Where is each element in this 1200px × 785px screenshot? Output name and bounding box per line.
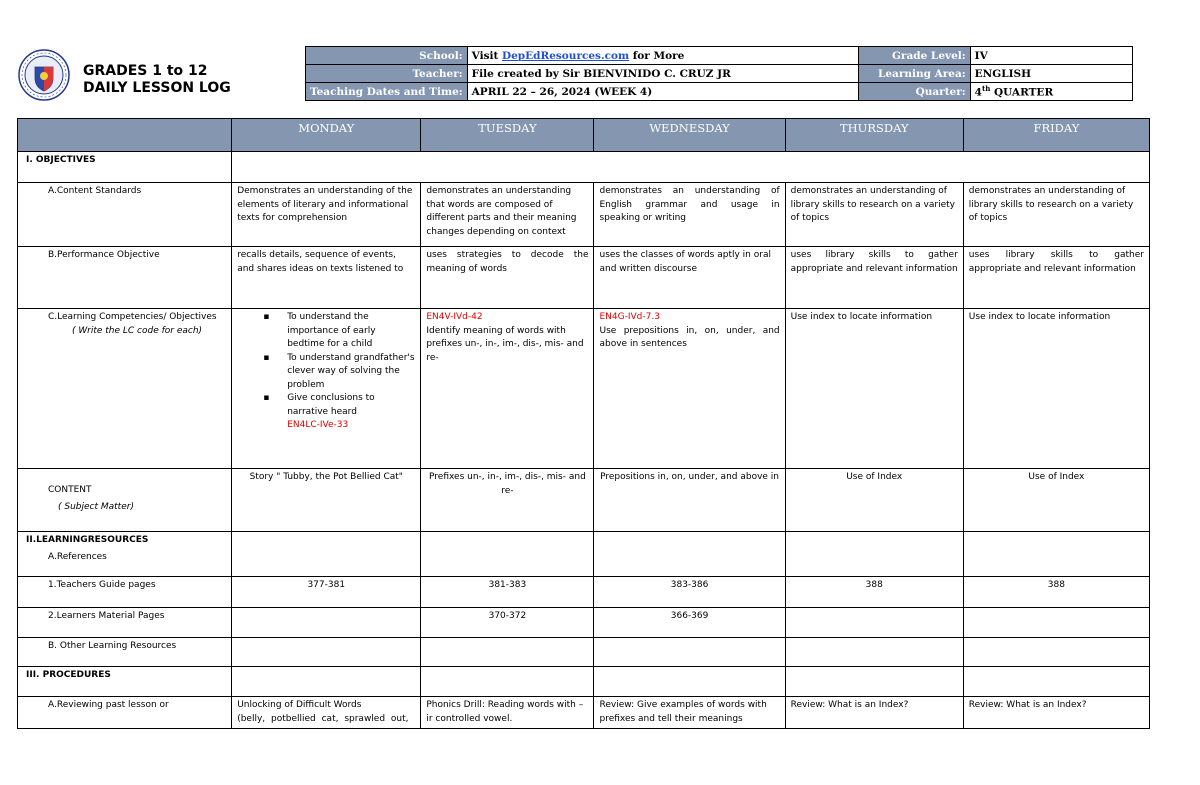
po-thursday: uses library skills to gather appropriate and relevant information <box>785 247 963 309</box>
lc-thursday: Use index to locate information <box>785 309 963 469</box>
title-line-1: GRADES 1 to 12 <box>83 63 208 79</box>
po-friday: uses library skills to gather appropriate and relevant information <box>963 247 1149 309</box>
lc-tuesday <box>421 309 594 469</box>
procedures-row <box>18 667 1150 697</box>
lc-label-cell <box>18 309 232 469</box>
title-line-2: DAILY LESSON LOG <box>83 80 231 96</box>
lesson-log-table <box>17 118 1150 729</box>
po-tuesday: uses strategies to decode the meaning of words <box>421 247 594 309</box>
rev-monday-line1: Unlocking of Difficult Words <box>237 700 362 710</box>
other-resources-row <box>18 638 1150 667</box>
learning-resources-heading: II.LEARNINGRESOURCES <box>26 535 149 545</box>
reviewing-label: A.Reviewing past lesson or <box>18 697 232 729</box>
cs-monday: Demonstrates an understanding of the elements of literary and informational texts for comprehension <box>232 183 421 247</box>
learning-resources-row <box>18 532 1150 577</box>
lc-tuesday-text: Identify meaning of words with prefixes un-, in-, im-, dis-, mis- and re- <box>426 325 584 363</box>
day-monday: MONDAY <box>232 119 421 152</box>
rev-monday-line2: (belly, potbellied cat, sprawled out, <box>237 713 409 724</box>
po-wednesday: uses the classes of words aptly in oral and written discourse <box>594 247 785 309</box>
day-friday: FRIDAY <box>963 119 1149 152</box>
lc-tuesday-code: EN4V-IVd-42 <box>426 312 483 322</box>
rev-wednesday: Review: Give examples of words with prefixes and tell their meanings <box>594 697 785 729</box>
tg-wednesday: 383-386 <box>594 577 785 608</box>
content-monday: Story " Tubby, the Pot Bellied Cat" <box>232 469 421 532</box>
lc-monday-list <box>237 311 415 419</box>
content-friday: Use of Index <box>963 469 1149 532</box>
lm-thursday <box>785 608 963 638</box>
content-wednesday: Prepositions in, on, under, and above in <box>594 469 785 532</box>
references-label: A.References <box>48 551 107 562</box>
rev-thursday: Review: What is an Index? <box>785 697 963 729</box>
objectives-blank <box>232 152 1150 183</box>
lc-wednesday-text: Use prepositions in, on, under, and above in sentences <box>599 325 780 349</box>
content-label-cell <box>18 469 232 532</box>
school-label: School: <box>306 47 468 65</box>
rev-tuesday: Phonics Drill: Reading words with –ir controlled vowel. <box>421 697 594 729</box>
content-tuesday: Prefixes un-, in-, im-, dis-, mis- and re- <box>421 469 594 532</box>
grade-value: IV <box>970 47 1132 65</box>
dates-label: Teaching Dates and Time: <box>306 83 468 101</box>
day-wednesday: WEDNESDAY <box>594 119 785 152</box>
tg-friday: 388 <box>963 577 1149 608</box>
rev-monday <box>232 697 421 729</box>
objectives-row <box>18 152 1150 183</box>
objectives-heading: I. OBJECTIVES <box>18 152 232 183</box>
cs-tuesday: demonstrates an understanding that words are composed of different parts and their meaning changes depending on context <box>421 183 594 247</box>
content-standards-label: A.Content Standards <box>18 183 232 247</box>
deped-seal-icon <box>18 49 70 101</box>
day-tuesday: TUESDAY <box>421 119 594 152</box>
tg-label: 1.Teachers Guide pages <box>18 577 232 608</box>
reviewing-row <box>18 697 1150 729</box>
area-value: ENGLISH <box>970 65 1132 83</box>
lm-monday <box>232 608 421 638</box>
cs-friday: demonstrates an understanding of library skills to research on a variety of topics <box>963 183 1149 247</box>
teacher-value: File created by Sir BIENVINIDO C. CRUZ JR <box>467 65 858 83</box>
lm-friday <box>963 608 1149 638</box>
content-label: CONTENT <box>48 485 92 495</box>
dates-value: APRIL 22 – 26, 2024 (WEEK 4) <box>467 83 858 101</box>
rev-friday: Review: What is an Index? <box>963 697 1149 729</box>
lm-wednesday: 366-369 <box>594 608 785 638</box>
header <box>15 45 1150 101</box>
list-item: ▪ Give conclusions to narrative heard <box>287 392 415 419</box>
school-suffix: for More <box>629 49 685 62</box>
lr-label-cell <box>18 532 232 577</box>
corner-cell <box>18 119 232 152</box>
quarter-rest: QUARTER <box>990 86 1054 99</box>
content-standards-row <box>18 183 1150 247</box>
content-thursday: Use of Index <box>785 469 963 532</box>
lc-note: ( Write the LC code for each) <box>72 325 203 336</box>
performance-label: B.Performance Objective <box>18 247 232 309</box>
cs-wednesday: demonstrates an understanding of English grammar and usage in speaking or writing <box>594 183 785 247</box>
other-resources-label: B. Other Learning Resources <box>18 638 232 667</box>
lc-monday <box>232 309 421 469</box>
area-label: Learning Area: <box>858 65 970 83</box>
lm-label: 2.Learners Material Pages <box>18 608 232 638</box>
depedresources-link[interactable]: DepEdResources.com <box>502 49 630 62</box>
lc-label: C.Learning Competencies/ Objectives <box>48 312 217 322</box>
lm-tuesday: 370-372 <box>421 608 594 638</box>
quarter-sup: th <box>981 84 991 94</box>
content-note: ( Subject Matter) <box>58 501 134 512</box>
tg-tuesday: 381-383 <box>421 577 594 608</box>
content-row <box>18 469 1150 532</box>
school-value <box>467 47 858 65</box>
performance-row <box>18 247 1150 309</box>
list-item: ▪ To understand the importance of early bedtime for a child <box>287 311 415 352</box>
quarter-label: Quarter: <box>858 83 970 101</box>
day-header-row <box>18 119 1150 152</box>
tg-thursday: 388 <box>785 577 963 608</box>
lm-row <box>18 608 1150 638</box>
tg-monday: 377-381 <box>232 577 421 608</box>
lc-monday-code: EN4LC-IVe-33 <box>287 420 349 430</box>
lc-row <box>18 309 1150 469</box>
day-thursday: THURSDAY <box>785 119 963 152</box>
info-table <box>305 46 1133 101</box>
school-prefix: Visit <box>471 49 503 62</box>
quarter-value <box>970 83 1132 101</box>
lc-friday: Use index to locate information <box>963 309 1149 469</box>
cs-thursday: demonstrates an understanding of library skills to research on a variety of topics <box>785 183 963 247</box>
grade-label: Grade Level: <box>858 47 970 65</box>
tg-row <box>18 577 1150 608</box>
procedures-heading: III. PROCEDURES <box>18 667 232 697</box>
lc-wednesday-code: EN4G-IVd-7.3 <box>599 312 660 322</box>
list-item: ▪ To understand grandfather's clever way of solving the problem <box>287 352 415 393</box>
document-title <box>83 63 231 97</box>
po-monday: recalls details, sequence of events, and shares ideas on texts listened to <box>232 247 421 309</box>
teacher-label: Teacher: <box>306 65 468 83</box>
lc-wednesday <box>594 309 785 469</box>
quarter-num: 4 <box>974 86 982 99</box>
